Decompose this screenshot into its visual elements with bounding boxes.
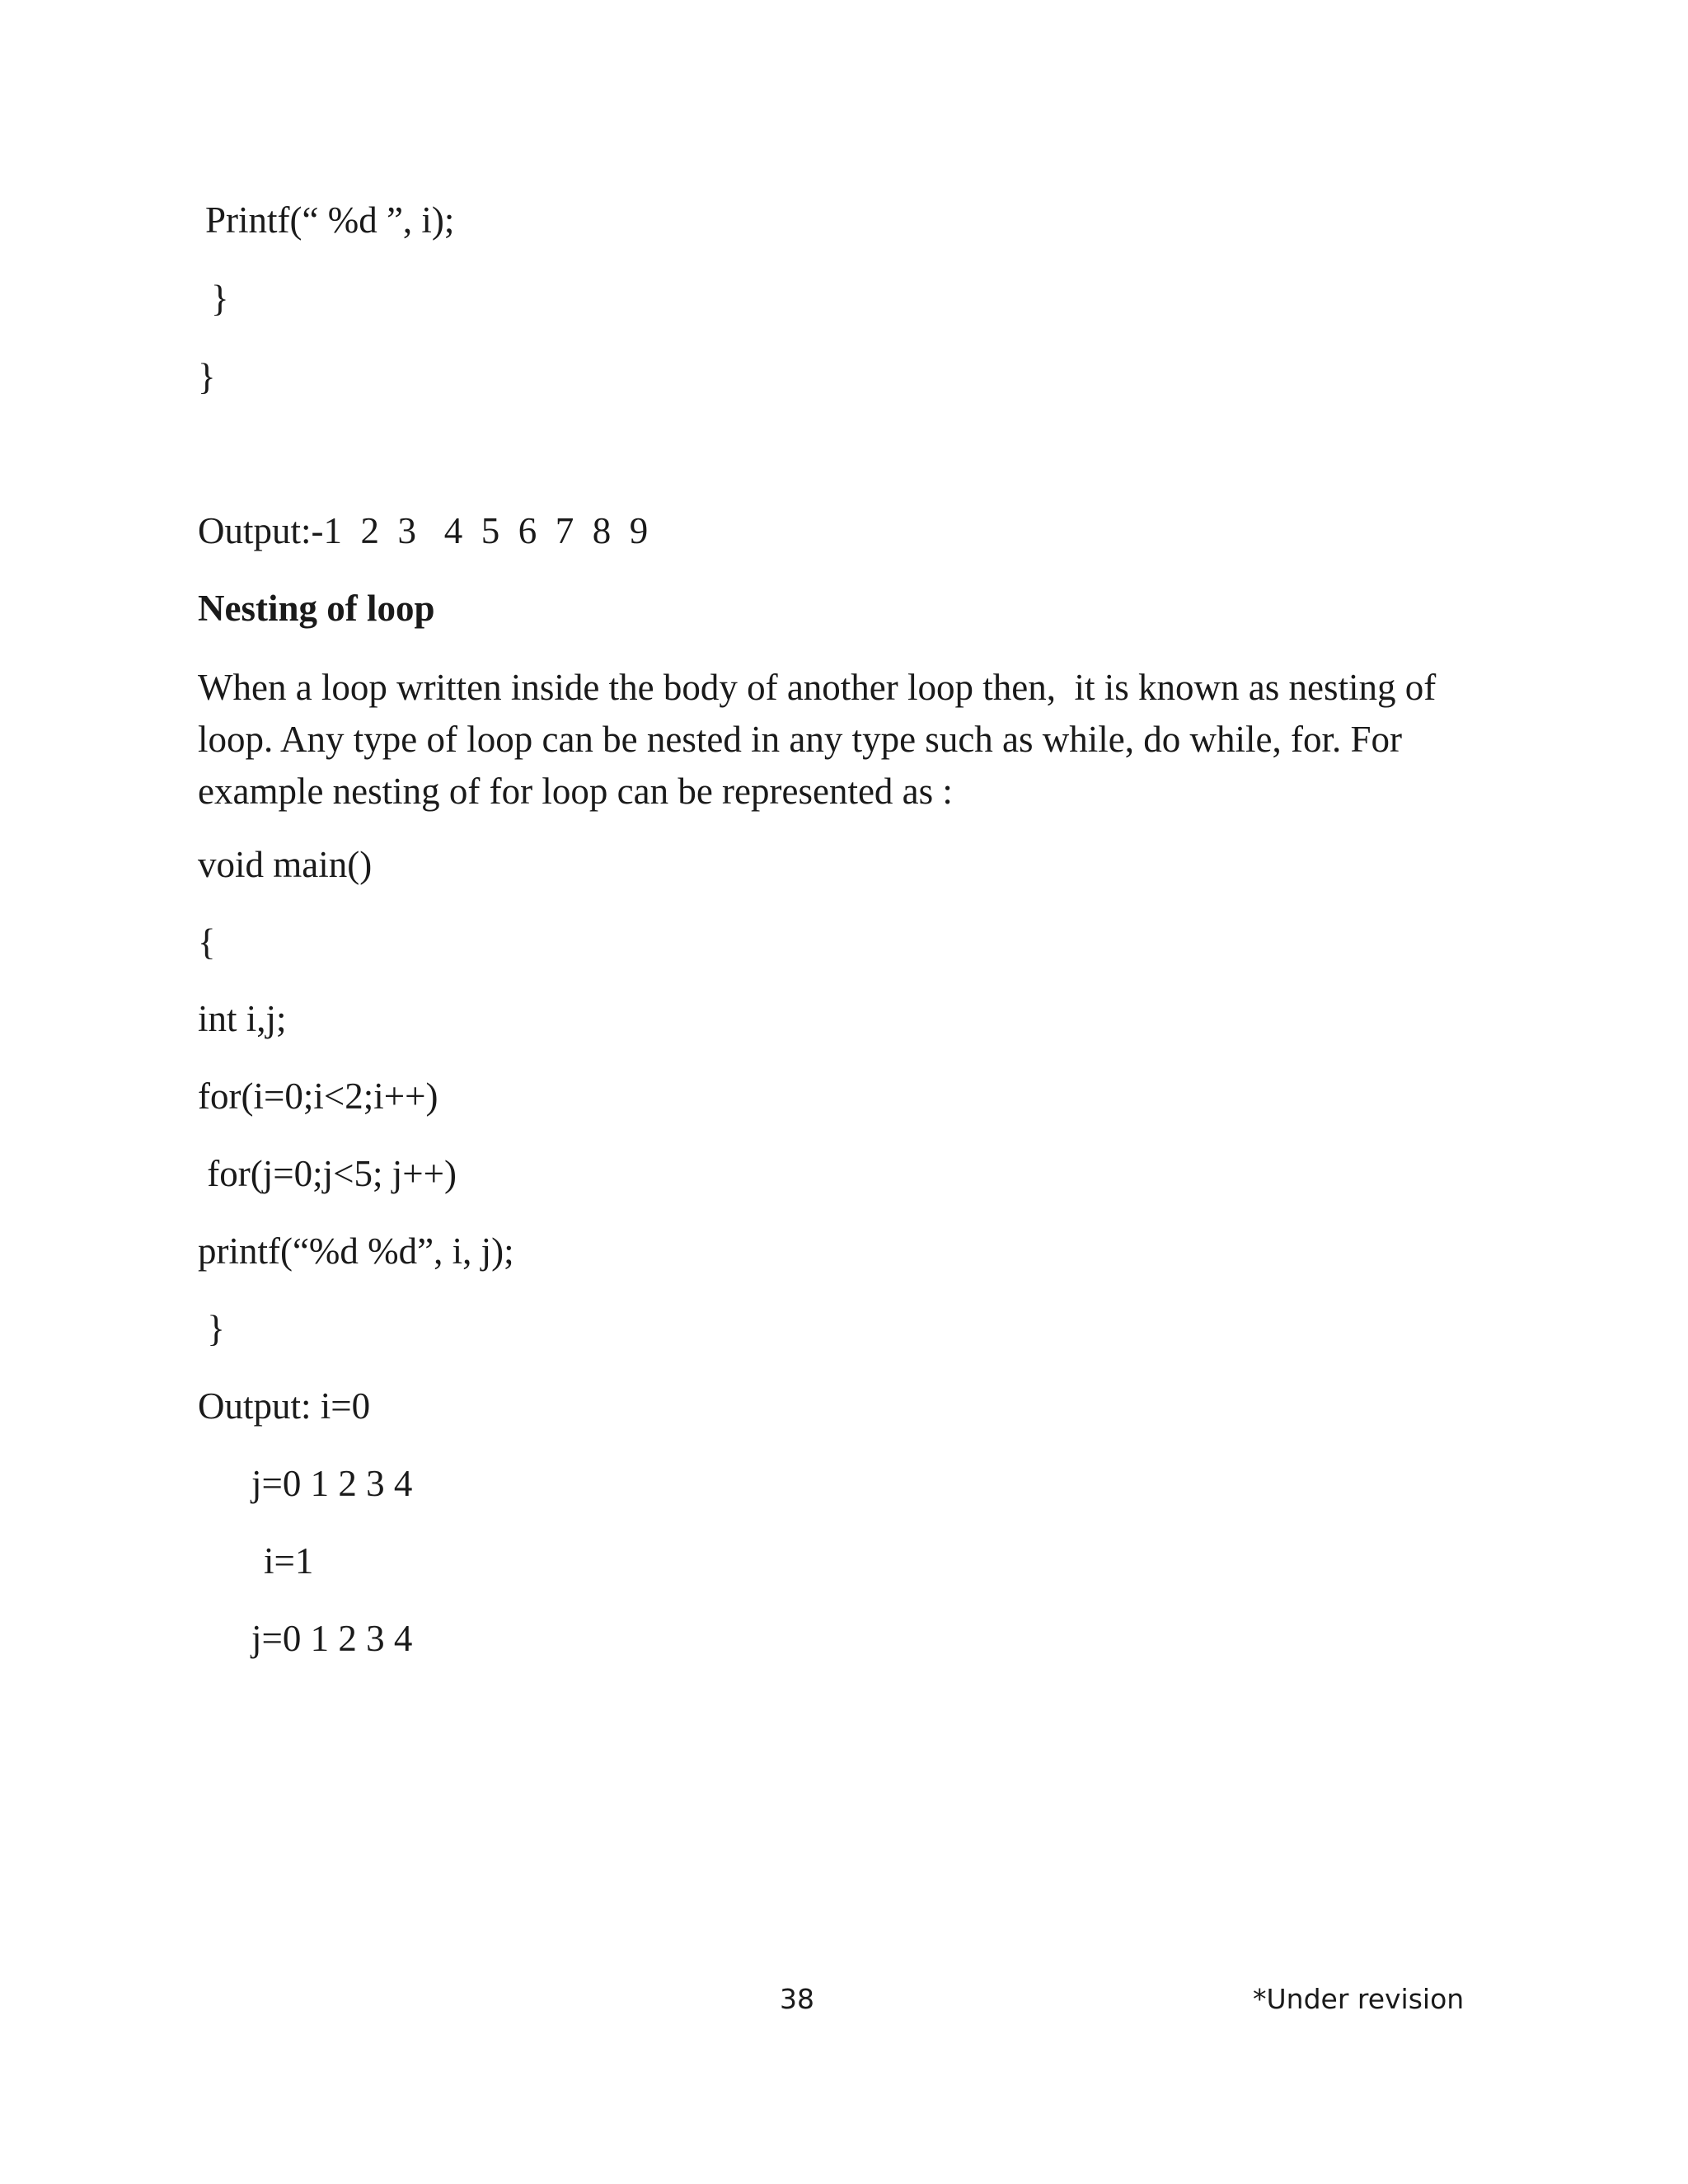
code-open-brace: {	[198, 921, 216, 963]
code-printf-line: Printf(“ %d ”, i);	[205, 199, 455, 241]
code-printf-call: printf(“%d %d”, i, j);	[198, 1230, 514, 1272]
section-heading: Nesting of loop	[198, 588, 435, 629]
code-close-brace: }	[198, 1308, 225, 1349]
revision-note: *Under revision	[1253, 1983, 1465, 2015]
code-inner-for: for(j=0;j<5; j++)	[198, 1153, 457, 1194]
code-outer-for: for(i=0;i<2;i++)	[198, 1076, 438, 1117]
paragraph-line: example nesting of for loop can be represented as :	[198, 771, 953, 812]
paragraph-line: loop. Any type of loop can be nested in any type such as while, do while, for. For	[198, 719, 1402, 760]
code-void-main: void main()	[198, 844, 373, 885]
output-nested-j-second: j=0 1 2 3 4	[251, 1618, 413, 1659]
output-nested-i-second: i=1	[264, 1540, 314, 1582]
output-nested-j-first: j=0 1 2 3 4	[251, 1463, 413, 1504]
page-number: 38	[780, 1983, 814, 2015]
code-declaration: int i,j;	[198, 998, 287, 1039]
output-nested-label: Output: i=0	[198, 1385, 371, 1427]
output-first-line: Output:-1 2 3 4 5 6 7 8 9	[198, 510, 649, 551]
code-inner-close-brace: }	[211, 278, 229, 319]
section-paragraph	[198, 662, 1500, 818]
code-outer-close-brace: }	[198, 356, 216, 397]
paragraph-line: When a loop written inside the body of another loop then, it is known as nesting of	[198, 667, 1437, 708]
